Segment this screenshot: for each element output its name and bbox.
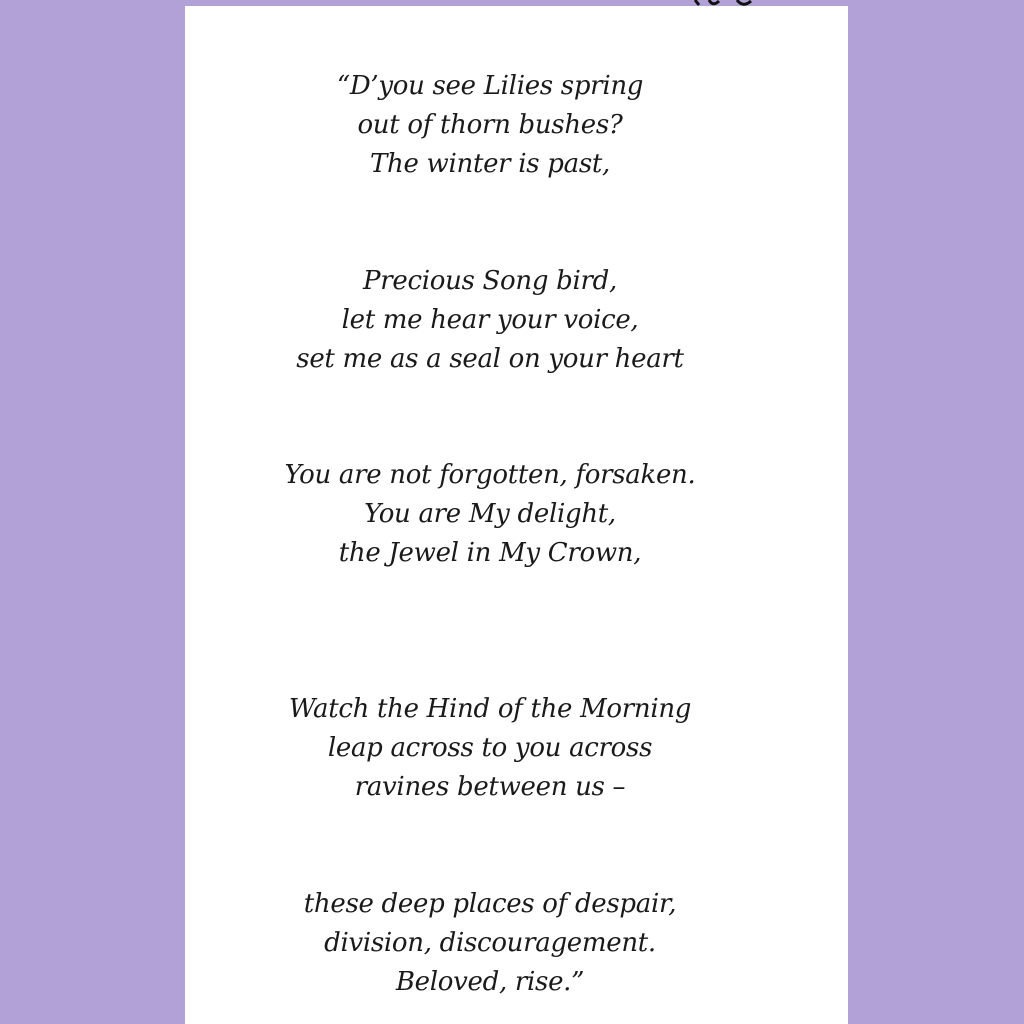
poem-line: ravines between us – — [354, 772, 626, 802]
cropped-mark-icon — [691, 0, 761, 8]
poem-line: out of thorn bushes? — [357, 110, 623, 140]
stanza-1 — [185, 67, 795, 184]
stanza-3 — [185, 456, 795, 573]
poem-line: the Jewel in My Crown, — [338, 538, 642, 568]
poem-line: leap across to you across — [327, 733, 653, 763]
poem-line: You are not forgotten, forsaken. — [284, 460, 696, 490]
poem-line: “D’you see Lilies spring — [336, 71, 644, 101]
poem-page — [185, 6, 848, 1024]
poem-line: You are My delight, — [364, 499, 616, 529]
poem-line: Beloved, rise.” — [395, 967, 585, 997]
poem-line: set me as a seal on your heart — [296, 344, 684, 374]
poem-line: Precious Song bird, — [363, 266, 617, 296]
poem-line: let me hear your voice, — [341, 305, 639, 335]
poem-line: these deep places of despair, — [303, 889, 677, 919]
stanza-2 — [185, 262, 795, 379]
poem-line: division, discouragement. — [324, 928, 656, 958]
poem-line: The winter is past, — [369, 149, 610, 179]
poem-line: Watch the Hind of the Morning — [288, 694, 692, 724]
stanza-4 — [185, 690, 795, 807]
stanza-5 — [185, 885, 795, 1002]
